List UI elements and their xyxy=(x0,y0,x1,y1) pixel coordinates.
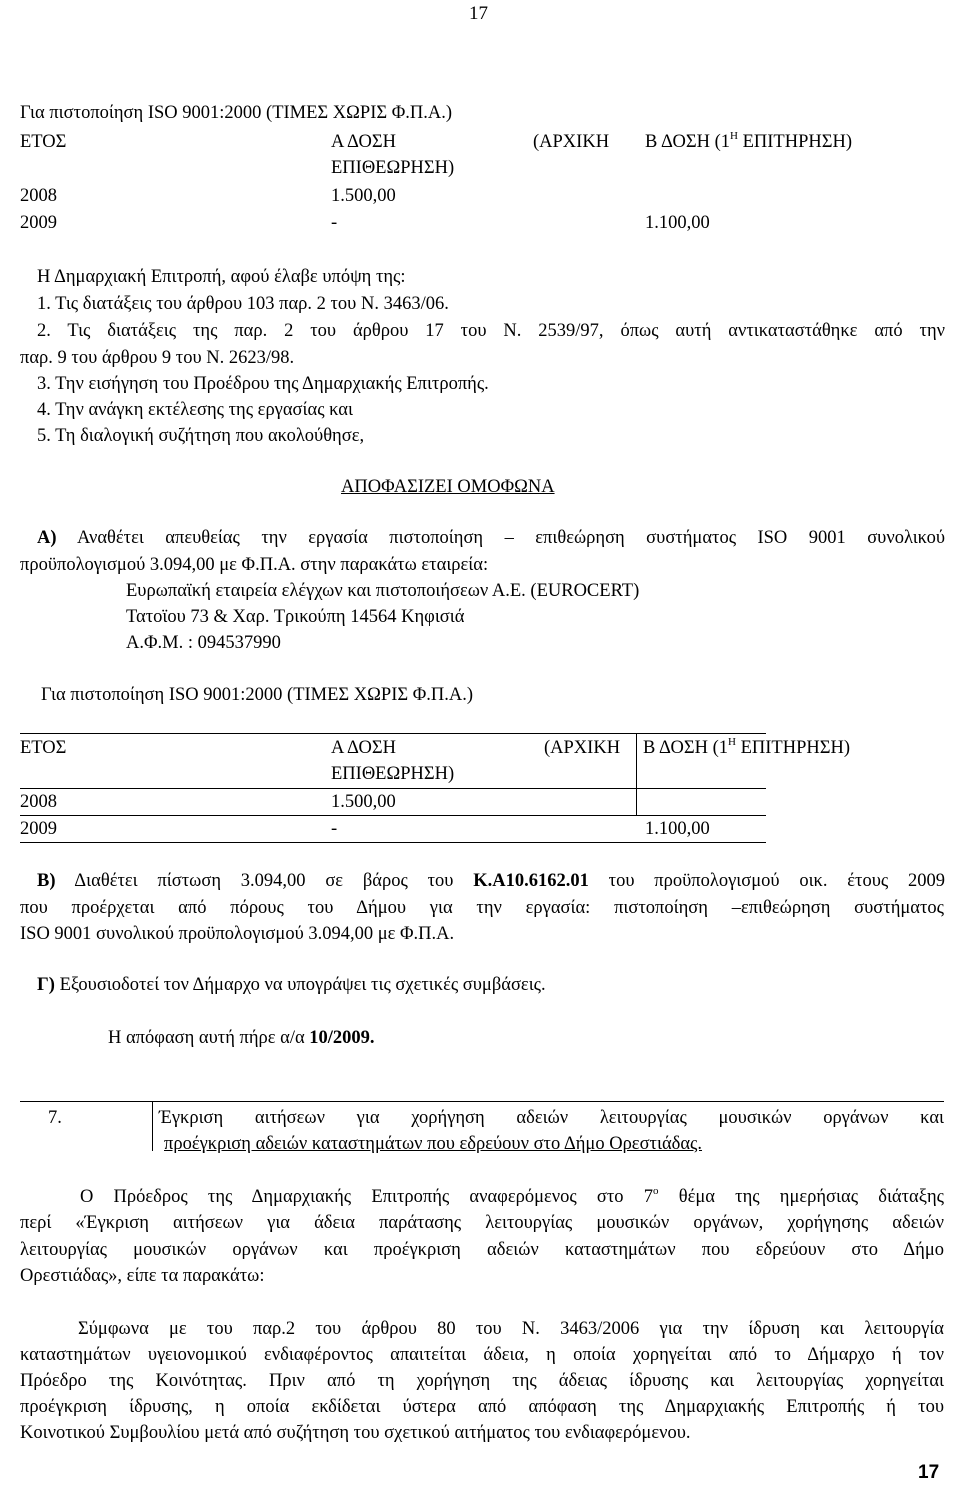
table1-row1-a: 1.500,00 xyxy=(331,186,396,206)
body1-line3: λειτουργίας μουσικών οργάνων και προέγκριση αδειών καταστημάτων που εδρεύουν στο Δήμο xyxy=(20,1240,944,1260)
authorization-label: Γ) xyxy=(37,975,55,995)
table1-header-a1b: (ΑΡΧΙΚΗ xyxy=(533,132,610,152)
table1-header-b-sup: Η xyxy=(730,130,738,142)
body1-line4: Ορεστιάδας», είπε τα παρακάτω: xyxy=(20,1266,265,1286)
item7-number: 7. xyxy=(48,1108,62,1128)
table1-header-b-post: ΕΠΙΤΗΡΗΣΗ) xyxy=(742,132,853,152)
company-name: Ευρωπαϊκή εταιρεία ελέγχων και πιστοποιήσεων Α.Ε. (EUROCERT) xyxy=(126,581,640,601)
table2-header-a1: Α ΔΟΣΗ xyxy=(331,738,396,758)
body2-line2: καταστημάτων υγειονομικού ενδιαφέροντος απαιτείται άδεια, η οποία χορηγείται από το Δήμαρχο ή τον xyxy=(20,1345,944,1365)
table2-header-b-pre: Β ΔΟΣΗ (1 xyxy=(643,738,729,758)
table2-header-b-post: ΕΠΙΤΗΡΗΣΗ) xyxy=(740,738,851,758)
table2-border-r2 xyxy=(20,815,766,816)
table2-header-b xyxy=(643,736,851,758)
consideration-5: 5. Τη διαλογική συζήτηση που ακολούθησε, xyxy=(37,426,365,446)
decision-a-line1-text: Αναθέτει απευθείας την εργασία πιστοποίηση – επιθεώρηση συστήματος ISO 9001 συνολικού xyxy=(76,528,945,548)
table2-row1-a: 1.500,00 xyxy=(331,792,396,812)
table1-row2-b: 1.100,00 xyxy=(645,213,710,233)
credit-code: Κ.Α10.6162.01 xyxy=(473,871,589,891)
consideration-4: 4. Την ανάγκη εκτέλεσης της εργασίας και xyxy=(37,400,353,420)
body1-line1-post: θέμα της ημερήσιας διάταξης xyxy=(678,1187,944,1207)
page-number-bottom: 17 xyxy=(918,1462,940,1483)
body1-line1 xyxy=(80,1185,944,1207)
table1-header-a1: Α ΔΟΣΗ xyxy=(331,132,396,152)
table1-row2-year: 2009 xyxy=(20,213,57,233)
table1-header-b-pre: Β ΔΟΣΗ (1 xyxy=(645,132,731,152)
table1-heading: Για πιστοποίηση ISO 9001:2000 (ΤΙΜΕΣ ΧΩΡΙΣ Φ.Π.Α.) xyxy=(20,103,453,123)
table2-heading: Για πιστοποίηση ISO 9001:2000 (ΤΙΜΕΣ ΧΩΡΙΣ Φ.Π.Α.) xyxy=(41,685,474,705)
table1-header-b xyxy=(645,130,853,152)
body1-line1-sup: ο xyxy=(653,1185,659,1197)
table1-header-a2: ΕΠΙΘΕΩΡΗΣΗ) xyxy=(331,158,455,178)
body1-line1-pre: Ο Πρόεδρος της Δημαρχιακής Επιτροπής αναφερόμενος στο 7 xyxy=(80,1187,654,1207)
table2-row2-b: 1.100,00 xyxy=(645,819,710,839)
table2-header-b-sup: Η xyxy=(728,736,736,748)
page-number-top: 17 xyxy=(469,3,488,24)
decision-a-label: Α) xyxy=(37,528,57,548)
considerations-intro: Η Δημαρχιακή Επιτροπή, αφού έλαβε υπόψη της: xyxy=(37,267,406,287)
item7-title-line2: προέγκριση αδειών καταστημάτων που εδρεύουν στο Δήμο Ορεστιάδας. xyxy=(164,1134,703,1154)
consideration-3: 3. Την εισήγηση του Προέδρου της Δημαρχιακής Επιτροπής. xyxy=(37,374,489,394)
table2-border-mid xyxy=(636,733,637,815)
decision-number: 10/2009. xyxy=(309,1028,375,1048)
credit-line1 xyxy=(37,872,945,891)
item7-title-line1: Έγκριση αιτήσεων για χορήγηση αδειών λειτουργίας μουσικών οργάνων και xyxy=(159,1108,944,1128)
body1-line2: περί «Έγκριση αιτήσεων για άδεια παράτασης λειτουργίας μουσικών οργάνων, χορήγησης αδειών xyxy=(20,1213,944,1233)
table1-row2-a: - xyxy=(331,213,338,233)
credit-label: Β) xyxy=(37,871,56,891)
consideration-2-line1: 2. Τις διατάξεις της παρ. 2 του άρθρου 17 του Ν. 2539/97, όπως αυτή αντικαταστάθηκε από την xyxy=(37,321,945,341)
table2-header-a1b: (ΑΡΧΙΚΗ xyxy=(544,738,621,758)
table2-border-bottom xyxy=(20,842,766,843)
consideration-2-line2: παρ. 9 του άρθρου 9 του Ν. 2623/98. xyxy=(20,348,295,368)
decision-title: ΑΠΟΦΑΣΙΖΕΙ ΟΜΟΦΩΝΑ xyxy=(341,477,555,497)
table1-row1-year: 2008 xyxy=(20,186,57,206)
decision-number-line xyxy=(108,1029,375,1048)
table2-row1-year: 2008 xyxy=(20,792,57,812)
body2-line3: Πρόεδρο της Κοινότητας. Πριν από τη χορήγηση της άδειας ίδρυσης και λειτουργίας χορηγείται xyxy=(20,1371,944,1391)
authorization xyxy=(37,976,546,995)
authorization-text: Εξουσιοδοτεί τον Δήμαρχο να υπογράψει τις σχετικές συμβάσεις. xyxy=(59,975,546,995)
consideration-1: 1. Τις διατάξεις του άρθρου 103 παρ. 2 του Ν. 3463/06. xyxy=(37,294,449,314)
item7-border-top xyxy=(20,1101,944,1102)
table2-header-year: ΕΤΟΣ xyxy=(20,738,67,758)
decision-number-pre: Η απόφαση αυτή πήρε α/α xyxy=(108,1028,305,1048)
body2-line1: Σύμφωνα με του παρ.2 του άρθρου 80 του Ν. 3463/2006 για την ίδρυση και λειτουργία xyxy=(78,1319,944,1339)
decision-a-line2: προϋπολογισμού 3.094,00 με Φ.Π.Α. στην παρακάτω εταιρεία: xyxy=(20,555,489,575)
table2-border-top xyxy=(20,733,766,734)
credit-line1-pre: Διαθέτει πίστωση 3.094,00 σε βάρος του xyxy=(74,871,454,891)
credit-line1-post: του προϋπολογισμού οικ. έτους 2009 xyxy=(608,871,946,891)
credit-line3: ISO 9001 συνολικού προϋπολογισμού 3.094,00 με Φ.Π.Α. xyxy=(20,924,455,944)
item7-border-mid xyxy=(152,1101,153,1151)
table2-header-a2: ΕΠΙΘΕΩΡΗΣΗ) xyxy=(331,764,455,784)
decision-a-line1 xyxy=(37,529,945,548)
table1-header-year: ΕΤΟΣ xyxy=(20,132,67,152)
credit-line2: που προέρχεται από πόρους του Δήμου για την εργασία: πιστοποίηση –επιθεώρηση συστήματος xyxy=(20,898,944,918)
table2-border-r1 xyxy=(20,788,766,789)
company-address: Τατοϊου 73 & Χαρ. Τρικούπη 14564 Κηφισιά xyxy=(126,607,465,627)
company-afm: Α.Φ.Μ. : 094537990 xyxy=(126,633,281,653)
body2-line5: Κοινοτικού Συμβουλίου μετά από συζήτηση του σχετικού αιτήματος του ενδιαφερόμενου. xyxy=(20,1423,691,1443)
table2-row2-year: 2009 xyxy=(20,819,57,839)
body2-line4: προέγκριση ίδρυσης, η οποία εκδίδεται ύστερα από απόφαση της Δημαρχιακής Επιτροπής ή του xyxy=(20,1397,944,1417)
table2-row2-a: - xyxy=(331,819,338,839)
